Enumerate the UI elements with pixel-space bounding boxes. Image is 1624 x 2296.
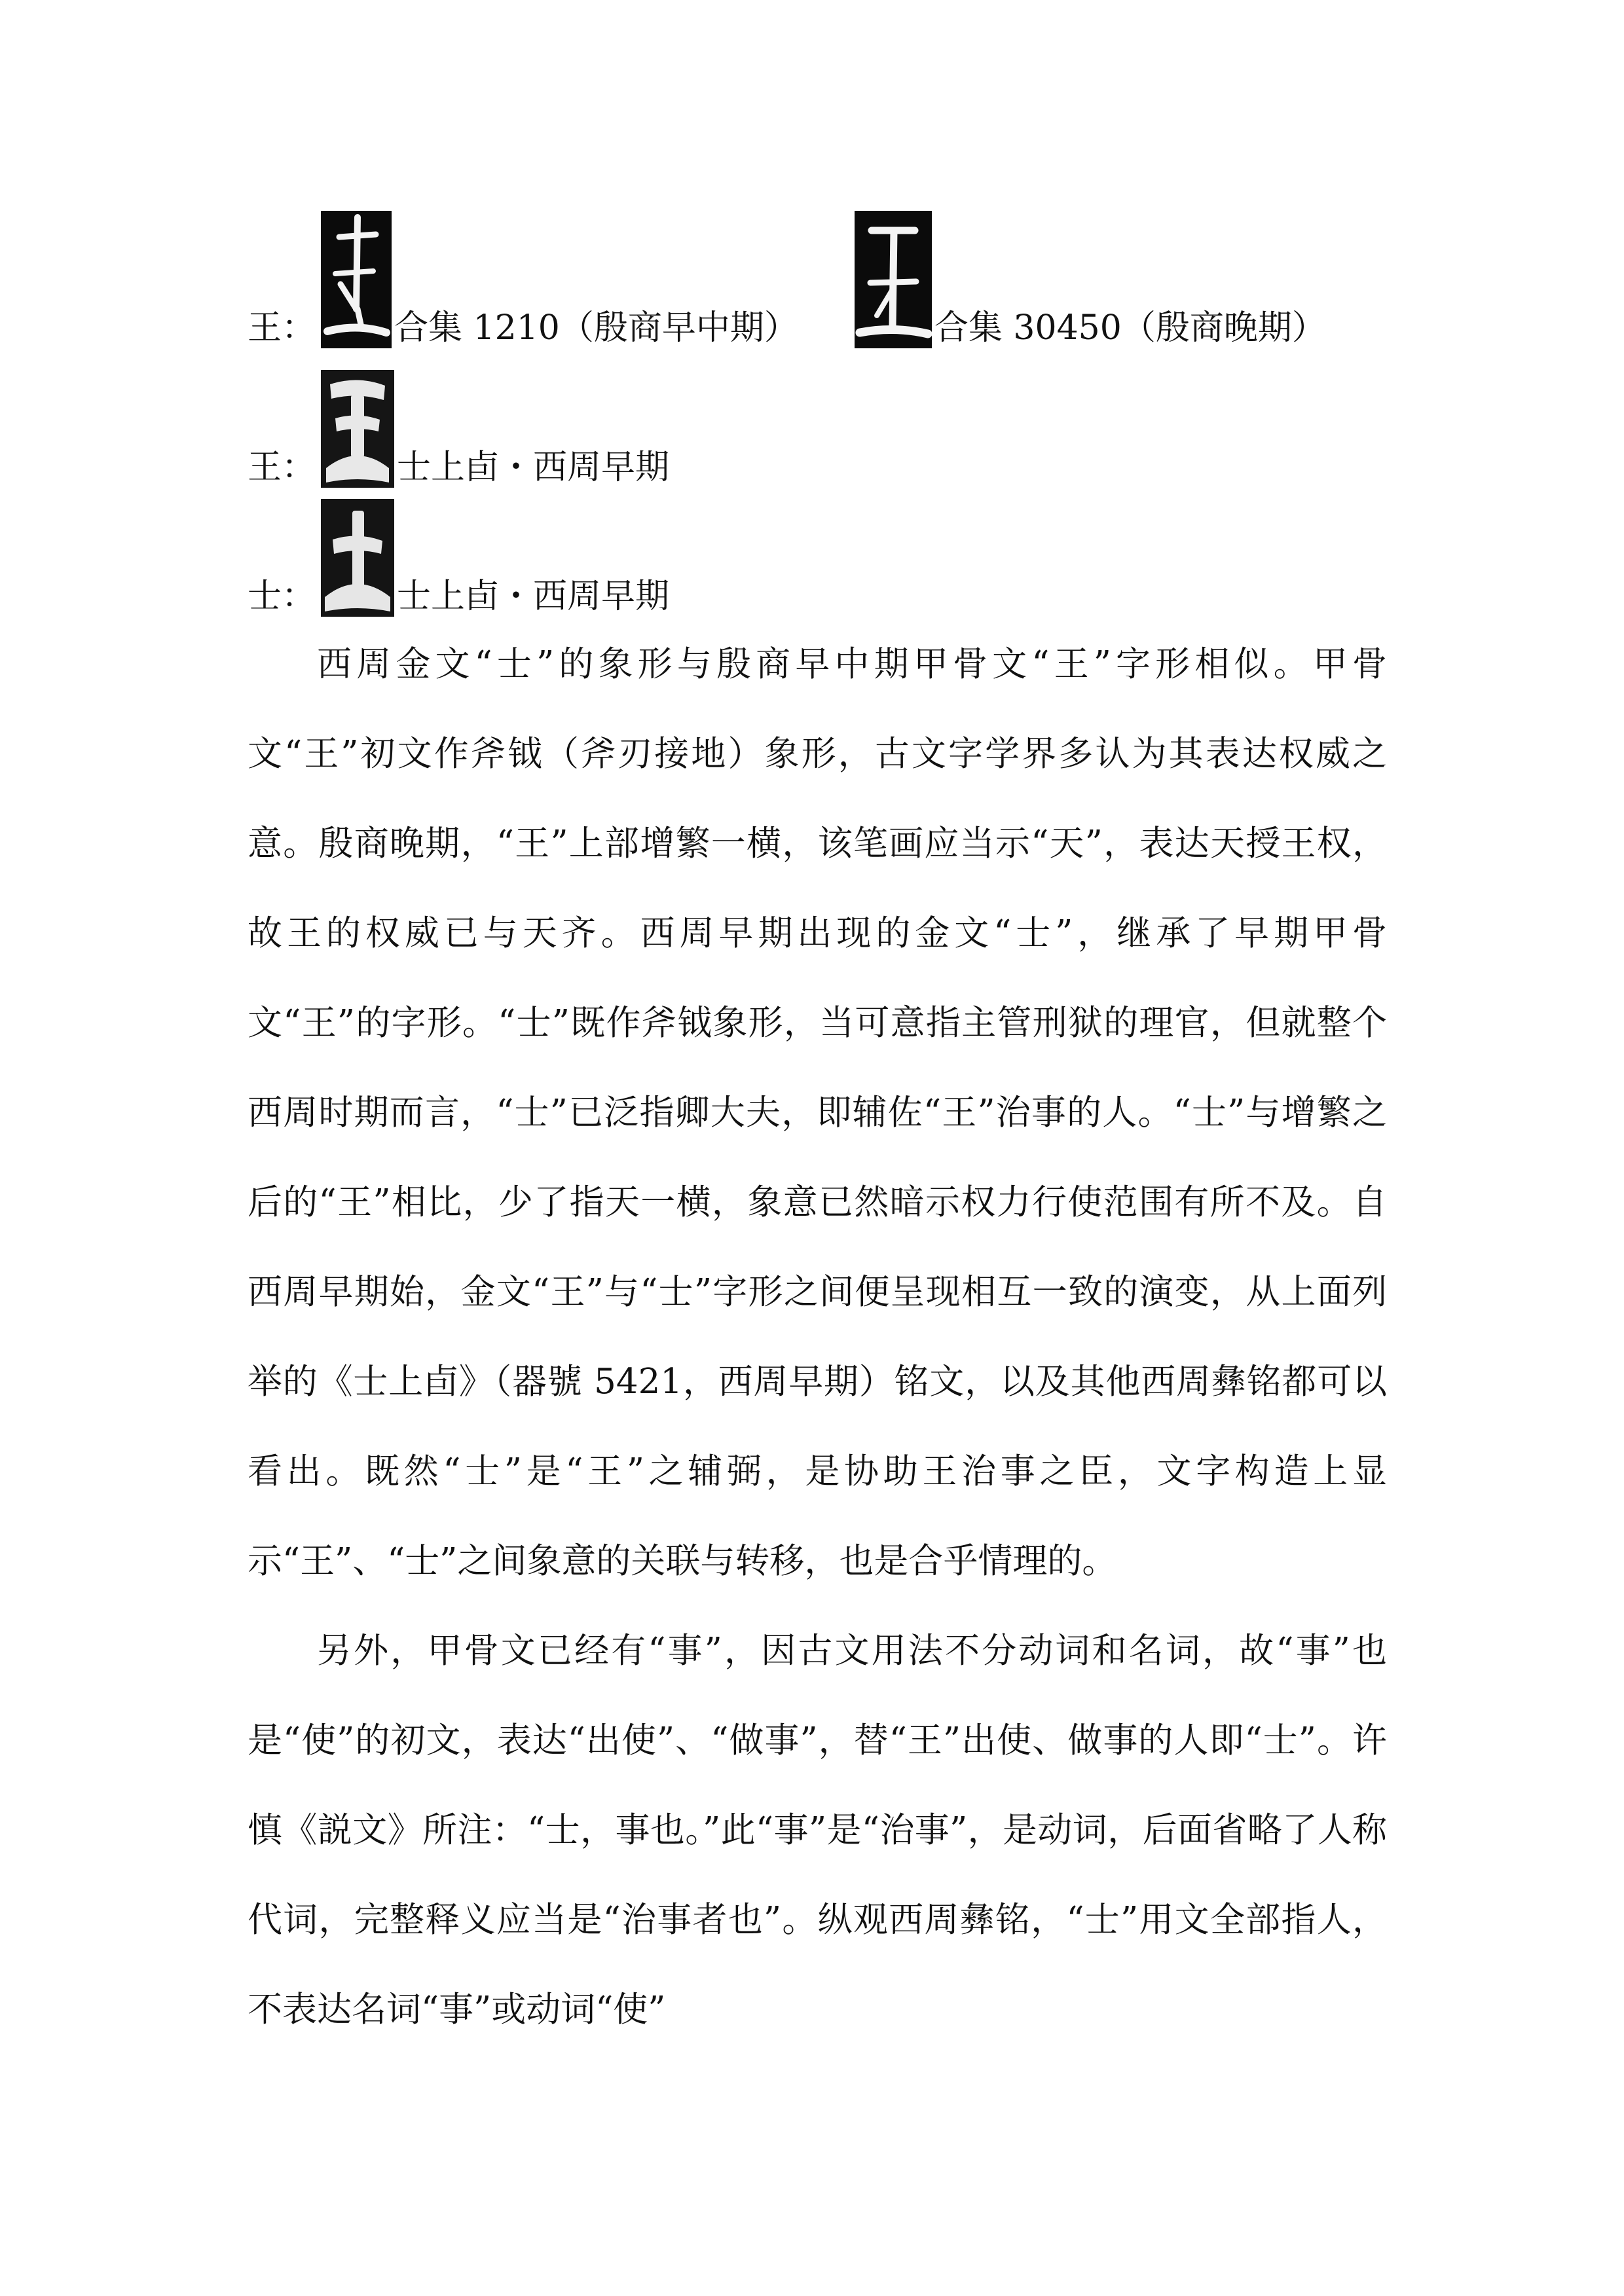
- glyph-caption: 士上卣・西周早期: [397, 577, 670, 616]
- oracle-bone-wang-early-glyph: [321, 211, 392, 348]
- oracle-bone-wang-early-icon: [321, 211, 392, 348]
- bronze-shi-glyph: [321, 499, 394, 617]
- bronze-wang-icon: [321, 370, 394, 488]
- body-text: [248, 619, 1387, 2054]
- bronze-wang-glyph: [321, 370, 394, 488]
- glyph-caption: 合集 30450（殷商晚期）: [934, 308, 1326, 348]
- paragraph: 另外，甲骨文已经有“事”，因古文用法不分动词和名词，故“事”也是“使”的初文，表达“出使”、“做事”，替“王”出使、做事的人即“士”。许慎《説文》所注：“士，事也。”此“事”是“治事”，是动词，后面省略了人称代词，完整释义应当是“治事者也”。纵观西周彝铭，“士”用文全部指人，不表达名词“事”或动词“使”: [248, 1631, 1387, 2030]
- glyph-row-label: 王：: [248, 448, 316, 487]
- paragraph: 西周金文“士”的象形与殷商早中期甲骨文“王”字形相似。甲骨文“王”初文作斧钺（斧刃接地）象形，古文字学界多认为其表达权威之意。殷商晚期，“王”上部增繁一横，该笔画应当示“天”，表达天授王权，故王的权威已与天齐。西周早期出现的金文“士”，继承了早期甲骨文“王”的字形。“士”既作斧钺象形，当可意指主管刑狱的理官，但就整个西周时期而言，“士”已泛指卿大夫，即辅佐“王”治事的人。“士”与增繁之后的“王”相比，少了指天一横，象意已然暗示权力行使范围有所不及。自西周早期始，金文“王”与“士”字形之间便呈现相互一致的演变，从上面列举的《士上卣》（器號 5421，西周早期）铭文，以及其他西周彝铭都可以看出。既然“士”是“王”之辅弼，是协助王治事之臣，文字构造上显示“王”、“士”之间象意的关联与转移，也是合乎情理的。: [248, 644, 1387, 1581]
- glyph-row-label: 王：: [248, 308, 316, 348]
- oracle-bone-wang-late-icon: [855, 211, 932, 348]
- oracle-bone-wang-late-glyph: [855, 211, 932, 348]
- glyph-row-label: 士：: [248, 577, 316, 616]
- bronze-shi-icon: [321, 499, 394, 617]
- glyph-row-wang-bronze: [248, 370, 669, 488]
- glyph-row-wang-oracle: [248, 211, 1326, 348]
- glyph-row-shi-bronze: [248, 499, 669, 617]
- glyph-caption: 合集 1210（殷商早中期）: [394, 308, 798, 348]
- glyph-caption: 士上卣・西周早期: [397, 448, 670, 487]
